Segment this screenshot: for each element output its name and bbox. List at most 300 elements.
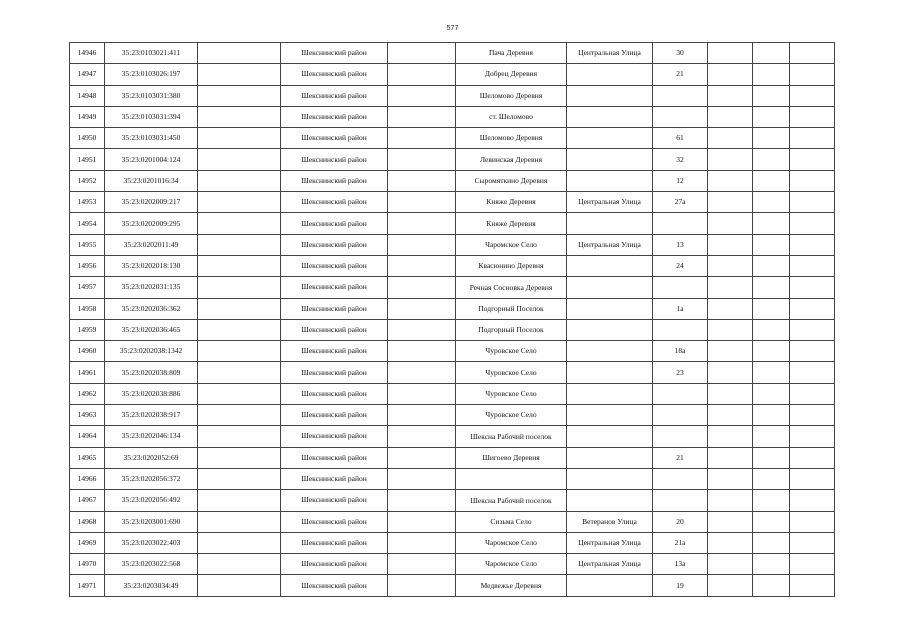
settlement-cell: Чуровское Село (456, 341, 567, 362)
empty-cell (198, 426, 281, 447)
table-row (70, 298, 835, 319)
house-number-cell (653, 319, 708, 340)
record-number-cell: 14957 (70, 277, 105, 298)
district-cell: Шекснинский район (281, 383, 388, 404)
empty-cell (198, 532, 281, 553)
street-cell (567, 170, 653, 191)
table-row (70, 468, 835, 489)
cadastral-number-cell: 35:23:0202052:69 (105, 447, 198, 468)
street-cell: Ветеранов Улица (567, 511, 653, 532)
settlement-cell: Медвежье Деревня (456, 575, 567, 596)
record-number-cell: 14946 (70, 43, 105, 64)
cadastral-number-cell: 35:23:0103031:380 (105, 85, 198, 106)
empty-cell (753, 298, 790, 319)
house-number-cell (653, 405, 708, 426)
district-cell: Шекснинский район (281, 362, 388, 383)
table-row (70, 213, 835, 234)
empty-cell (753, 511, 790, 532)
street-cell: Центральная Улица (567, 554, 653, 575)
cadastral-number-cell: 35:23:0202036:362 (105, 298, 198, 319)
settlement-cell: Чаромское Село (456, 554, 567, 575)
empty-cell (388, 319, 456, 340)
empty-cell (388, 511, 456, 532)
street-cell (567, 468, 653, 489)
cadastral-number-cell: 35:23:0201004:124 (105, 149, 198, 170)
empty-cell (388, 85, 456, 106)
empty-cell (198, 341, 281, 362)
record-number-cell: 14951 (70, 149, 105, 170)
district-cell: Шекснинский район (281, 234, 388, 255)
record-number-cell: 14961 (70, 362, 105, 383)
house-number-cell: 23 (653, 362, 708, 383)
empty-cell (790, 149, 835, 170)
district-cell: Шекснинский район (281, 426, 388, 447)
empty-cell (790, 490, 835, 511)
empty-cell (708, 532, 753, 553)
empty-cell (708, 128, 753, 149)
empty-cell (753, 213, 790, 234)
empty-cell (708, 490, 753, 511)
settlement-cell: Чуровское Село (456, 383, 567, 404)
street-cell (567, 575, 653, 596)
street-cell (567, 383, 653, 404)
house-number-cell: 1а (653, 298, 708, 319)
empty-cell (790, 575, 835, 596)
table-row (70, 447, 835, 468)
empty-cell (753, 426, 790, 447)
empty-cell (753, 554, 790, 575)
empty-cell (388, 213, 456, 234)
empty-cell (198, 277, 281, 298)
house-number-cell (653, 213, 708, 234)
empty-cell (753, 255, 790, 276)
street-cell: Центральная Улица (567, 532, 653, 553)
record-number-cell: 14968 (70, 511, 105, 532)
district-cell: Шекснинский район (281, 64, 388, 85)
empty-cell (388, 298, 456, 319)
cadastral-number-cell: 35:23:0202038:809 (105, 362, 198, 383)
cadastral-number-cell: 35:23:0203022:403 (105, 532, 198, 553)
empty-cell (198, 575, 281, 596)
district-cell: Шекснинский район (281, 490, 388, 511)
empty-cell (708, 554, 753, 575)
cadastral-number-cell: 35:23:0103026:197 (105, 64, 198, 85)
empty-cell (790, 128, 835, 149)
empty-cell (753, 447, 790, 468)
empty-cell (388, 554, 456, 575)
table-row (70, 341, 835, 362)
record-number-cell: 14965 (70, 447, 105, 468)
district-cell: Шекснинский район (281, 511, 388, 532)
street-cell (567, 277, 653, 298)
street-cell: Центральная Улица (567, 192, 653, 213)
empty-cell (388, 192, 456, 213)
street-cell: Центральная Улица (567, 234, 653, 255)
empty-cell (708, 255, 753, 276)
table-row (70, 426, 835, 447)
table-row (70, 255, 835, 276)
table-row (70, 511, 835, 532)
house-number-cell: 12 (653, 170, 708, 191)
empty-cell (708, 85, 753, 106)
settlement-cell: Сыромяткино Деревня (456, 170, 567, 191)
cadastral-number-cell: 35:23:0202038:886 (105, 383, 198, 404)
empty-cell (790, 319, 835, 340)
record-number-cell: 14967 (70, 490, 105, 511)
empty-cell (388, 170, 456, 191)
empty-cell (790, 192, 835, 213)
district-cell: Шекснинский район (281, 277, 388, 298)
house-number-cell (653, 490, 708, 511)
settlement-cell: Княже Деревня (456, 192, 567, 213)
district-cell: Шекснинский район (281, 468, 388, 489)
record-number-cell: 14971 (70, 575, 105, 596)
empty-cell (708, 468, 753, 489)
empty-cell (198, 213, 281, 234)
empty-cell (753, 319, 790, 340)
empty-cell (198, 298, 281, 319)
empty-cell (388, 468, 456, 489)
empty-cell (708, 64, 753, 85)
record-number-cell: 14948 (70, 85, 105, 106)
cadastral-number-cell: 35:23:0203034:49 (105, 575, 198, 596)
empty-cell (790, 362, 835, 383)
street-cell: Центральная Улица (567, 43, 653, 64)
district-cell: Шекснинский район (281, 575, 388, 596)
record-number-cell: 14958 (70, 298, 105, 319)
house-number-cell: 19 (653, 575, 708, 596)
cadastral-number-cell: 35:23:0201016:34 (105, 170, 198, 191)
empty-cell (753, 383, 790, 404)
settlement-cell: Чуровское Село (456, 405, 567, 426)
table-row (70, 64, 835, 85)
empty-cell (790, 447, 835, 468)
street-cell (567, 85, 653, 106)
empty-cell (388, 405, 456, 426)
empty-cell (198, 128, 281, 149)
record-number-cell: 14949 (70, 106, 105, 127)
cadastral-number-cell: 35:23:0202031:135 (105, 277, 198, 298)
street-cell (567, 128, 653, 149)
record-number-cell: 14952 (70, 170, 105, 191)
empty-cell (753, 575, 790, 596)
empty-cell (753, 64, 790, 85)
empty-cell (790, 341, 835, 362)
house-number-cell: 20 (653, 511, 708, 532)
record-number-cell: 14963 (70, 405, 105, 426)
district-cell: Шекснинский район (281, 170, 388, 191)
district-cell: Шекснинский район (281, 319, 388, 340)
empty-cell (753, 468, 790, 489)
empty-cell (753, 362, 790, 383)
house-number-cell (653, 426, 708, 447)
page-number: 577 (446, 25, 459, 32)
empty-cell (790, 64, 835, 85)
house-number-cell: 24 (653, 255, 708, 276)
district-cell: Шекснинский район (281, 85, 388, 106)
street-cell (567, 426, 653, 447)
empty-cell (708, 447, 753, 468)
empty-cell (388, 255, 456, 276)
house-number-cell: 18а (653, 341, 708, 362)
empty-cell (790, 277, 835, 298)
house-number-cell (653, 106, 708, 127)
empty-cell (790, 426, 835, 447)
street-cell (567, 213, 653, 234)
empty-cell (198, 319, 281, 340)
street-cell (567, 341, 653, 362)
district-cell: Шекснинский район (281, 149, 388, 170)
table-row (70, 192, 835, 213)
settlement-cell: Шексна Рабочий поселок (456, 490, 567, 511)
street-cell (567, 298, 653, 319)
cadastral-number-cell: 35:23:0202036:465 (105, 319, 198, 340)
record-number-cell: 14969 (70, 532, 105, 553)
empty-cell (753, 106, 790, 127)
empty-cell (790, 511, 835, 532)
table-row (70, 405, 835, 426)
settlement-cell: Сизьма Село (456, 511, 567, 532)
record-number-cell: 14953 (70, 192, 105, 213)
empty-cell (790, 532, 835, 553)
district-cell: Шекснинский район (281, 192, 388, 213)
empty-cell (790, 43, 835, 64)
street-cell (567, 64, 653, 85)
street-cell (567, 405, 653, 426)
district-cell: Шекснинский район (281, 447, 388, 468)
settlement-cell: Пача Деревня (456, 43, 567, 64)
house-number-cell (653, 85, 708, 106)
empty-cell (753, 490, 790, 511)
record-number-cell: 14955 (70, 234, 105, 255)
street-cell (567, 319, 653, 340)
district-cell: Шекснинский район (281, 43, 388, 64)
settlement-cell: ст. Шеломово (456, 106, 567, 127)
empty-cell (753, 85, 790, 106)
empty-cell (198, 490, 281, 511)
empty-cell (753, 170, 790, 191)
settlement-cell: Чаромское Село (456, 532, 567, 553)
empty-cell (708, 383, 753, 404)
empty-cell (198, 192, 281, 213)
table-row (70, 43, 835, 64)
table-row (70, 532, 835, 553)
house-number-cell: 30 (653, 43, 708, 64)
cadastral-number-cell: 35:23:0103031:394 (105, 106, 198, 127)
street-cell (567, 490, 653, 511)
empty-cell (198, 255, 281, 276)
empty-cell (198, 64, 281, 85)
empty-cell (388, 341, 456, 362)
table-row (70, 575, 835, 596)
empty-cell (753, 277, 790, 298)
empty-cell (388, 64, 456, 85)
house-number-cell: 21 (653, 64, 708, 85)
empty-cell (753, 128, 790, 149)
empty-cell (388, 447, 456, 468)
record-number-cell: 14954 (70, 213, 105, 234)
cadastral-number-cell: 35:23:0202046:134 (105, 426, 198, 447)
record-number-cell: 14964 (70, 426, 105, 447)
record-number-cell: 14962 (70, 383, 105, 404)
empty-cell (708, 511, 753, 532)
empty-cell (790, 383, 835, 404)
settlement-cell: Квасюнино Деревня (456, 255, 567, 276)
empty-cell (388, 426, 456, 447)
settlement-cell: Подгорный Поселок (456, 298, 567, 319)
empty-cell (198, 383, 281, 404)
empty-cell (753, 149, 790, 170)
table-row (70, 106, 835, 127)
record-number-cell: 14956 (70, 255, 105, 276)
house-number-cell (653, 468, 708, 489)
empty-cell (708, 298, 753, 319)
house-number-cell: 61 (653, 128, 708, 149)
empty-cell (708, 43, 753, 64)
empty-cell (790, 255, 835, 276)
empty-cell (708, 234, 753, 255)
empty-cell (388, 362, 456, 383)
district-cell: Шекснинский район (281, 298, 388, 319)
street-cell (567, 149, 653, 170)
empty-cell (198, 106, 281, 127)
record-number-cell: 14947 (70, 64, 105, 85)
house-number-cell: 21а (653, 532, 708, 553)
table-row (70, 383, 835, 404)
empty-cell (198, 234, 281, 255)
settlement-cell: Шеломово Деревня (456, 85, 567, 106)
empty-cell (708, 426, 753, 447)
empty-cell (708, 362, 753, 383)
settlement-cell: Подгорный Поселок (456, 319, 567, 340)
cadastral-number-cell: 35:23:0202018:130 (105, 255, 198, 276)
empty-cell (708, 319, 753, 340)
empty-cell (388, 234, 456, 255)
registry-body (70, 43, 835, 597)
registry-table (69, 42, 835, 597)
empty-cell (790, 298, 835, 319)
settlement-cell: Речная Сосновка Деревня (456, 277, 567, 298)
table-row (70, 362, 835, 383)
empty-cell (790, 405, 835, 426)
cadastral-number-cell: 35:23:0203022:568 (105, 554, 198, 575)
empty-cell (790, 234, 835, 255)
empty-cell (388, 383, 456, 404)
record-number-cell: 14959 (70, 319, 105, 340)
house-number-cell: 13 (653, 234, 708, 255)
house-number-cell (653, 383, 708, 404)
empty-cell (198, 554, 281, 575)
cadastral-number-cell: 35:23:0202056:492 (105, 490, 198, 511)
empty-cell (388, 43, 456, 64)
table-row (70, 319, 835, 340)
empty-cell (198, 447, 281, 468)
settlement-cell: Шигоево Деревня (456, 447, 567, 468)
empty-cell (708, 170, 753, 191)
cadastral-number-cell: 35:23:0203001:690 (105, 511, 198, 532)
empty-cell (198, 468, 281, 489)
record-number-cell: 14950 (70, 128, 105, 149)
empty-cell (388, 575, 456, 596)
empty-cell (388, 149, 456, 170)
record-number-cell: 14970 (70, 554, 105, 575)
settlement-cell: Чаромское Село (456, 234, 567, 255)
table-row (70, 85, 835, 106)
table-row (70, 128, 835, 149)
district-cell: Шекснинский район (281, 106, 388, 127)
empty-cell (388, 490, 456, 511)
table-row (70, 170, 835, 191)
street-cell (567, 255, 653, 276)
house-number-cell: 13а (653, 554, 708, 575)
district-cell: Шекснинский район (281, 255, 388, 276)
empty-cell (388, 532, 456, 553)
empty-cell (790, 213, 835, 234)
table-row (70, 554, 835, 575)
empty-cell (388, 106, 456, 127)
empty-cell (790, 468, 835, 489)
cadastral-number-cell: 35:23:0202056:372 (105, 468, 198, 489)
settlement-cell: Добрец Деревня (456, 64, 567, 85)
empty-cell (708, 149, 753, 170)
settlement-cell (456, 468, 567, 489)
table-row (70, 149, 835, 170)
house-number-cell (653, 277, 708, 298)
district-cell: Шекснинский район (281, 405, 388, 426)
empty-cell (198, 85, 281, 106)
street-cell (567, 362, 653, 383)
empty-cell (753, 192, 790, 213)
settlement-cell: Шексна Рабочий поселок (456, 426, 567, 447)
cadastral-number-cell: 35:23:0202038:917 (105, 405, 198, 426)
cadastral-number-cell: 35:23:0202011:49 (105, 234, 198, 255)
empty-cell (753, 341, 790, 362)
empty-cell (708, 106, 753, 127)
cadastral-number-cell: 35:23:0202038:1342 (105, 341, 198, 362)
cadastral-number-cell: 35:23:0202009:295 (105, 213, 198, 234)
empty-cell (753, 43, 790, 64)
empty-cell (388, 277, 456, 298)
street-cell (567, 106, 653, 127)
empty-cell (708, 575, 753, 596)
empty-cell (790, 85, 835, 106)
empty-cell (708, 192, 753, 213)
settlement-cell: Шеломово Деревня (456, 128, 567, 149)
district-cell: Шекснинский район (281, 532, 388, 553)
empty-cell (198, 405, 281, 426)
district-cell: Шекснинский район (281, 213, 388, 234)
empty-cell (790, 554, 835, 575)
empty-cell (790, 106, 835, 127)
record-number-cell: 14966 (70, 468, 105, 489)
record-number-cell: 14960 (70, 341, 105, 362)
empty-cell (753, 405, 790, 426)
empty-cell (388, 128, 456, 149)
table-row (70, 234, 835, 255)
empty-cell (708, 341, 753, 362)
empty-cell (753, 234, 790, 255)
table-row (70, 490, 835, 511)
settlement-cell: Княже Деревня (456, 213, 567, 234)
house-number-cell: 21 (653, 447, 708, 468)
cadastral-number-cell: 35:23:0103021:411 (105, 43, 198, 64)
table-row (70, 277, 835, 298)
empty-cell (708, 277, 753, 298)
empty-cell (198, 43, 281, 64)
house-number-cell: 32 (653, 149, 708, 170)
house-number-cell: 27а (653, 192, 708, 213)
district-cell: Шекснинский район (281, 341, 388, 362)
